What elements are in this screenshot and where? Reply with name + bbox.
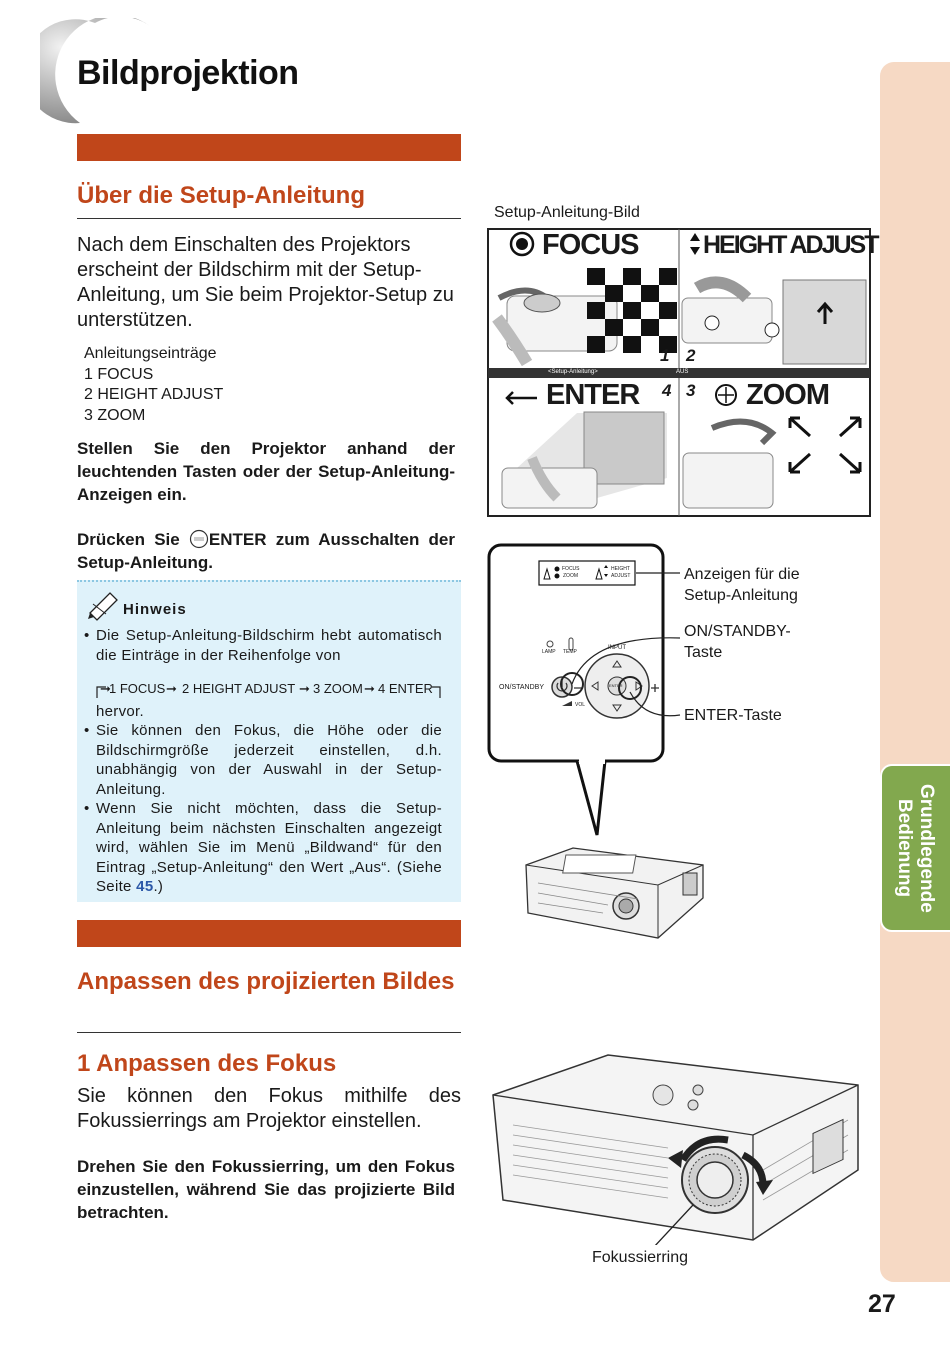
guide-entries-title: Anleitungseinträge [84,345,217,362]
hint-title: Hinweis [123,601,187,618]
focus-ring-caption: Fokussierring [592,1249,689,1266]
heading-rule [77,218,461,219]
guide-entry: 3 ZOOM [84,406,146,424]
callout-enter: ENTER-Taste [684,707,782,724]
quadrant-number: 1 [660,346,670,365]
focus-instruction: Drehen Sie den Fokussierring, um den Fokus einzustellen, während Sie das projizierte Bild betrachten. [77,1157,455,1222]
pencil-note-icon [86,592,122,622]
panel-label-height: HEIGHT [611,566,630,572]
setup-figure-caption: Setup-Anleitung-Bild [494,204,640,221]
section-heading-adjust: Anpassen des projizierten Bildes [77,968,455,995]
projector-focus-figure [488,1050,868,1245]
bullet: • [84,627,90,644]
page-number: 27 [868,1290,896,1318]
bullet: • [84,800,90,817]
panel-label-temp: TEMP [563,649,577,655]
panel-label-adjust: ADJUST [611,573,631,579]
quadrant-label-height: HEIGHT ADJUST [703,231,878,259]
chapter-tab-line2: Bedienung [894,798,915,898]
strip-label: <Setup-Anleitung> [548,369,598,375]
sequence-step: 4 ENTER [378,681,433,696]
chapter-tab-label [880,764,950,932]
bullet: • [84,722,90,739]
enter-instruction-suffix: ENTER zum Ausschalten der Setup-Anleitung. [77,530,455,572]
hint-item-end: hervor. [96,703,144,720]
callout-setup-indicators: Anzeigen für die Setup-Anleitung [684,566,800,604]
enter-button-icon [189,529,209,549]
heading-rule [77,1032,461,1033]
sequence-step: 3 ZOOM [313,681,363,696]
page-title: Bildprojektion [77,54,299,92]
setup-intro-text: Nach dem Einschalten des Projektors erscheint der Bildschirm mit der Setup-Anleitung, um Sie beim Projektor-Setup zu unterstützen. [77,234,454,331]
callout-lines [560,560,690,720]
hint-item3-text: Wenn Sie nicht möchten, dass die Setup-Anleitung beim nächsten Einschalten angezeigt wird, wählen Sie im Menü „Bildwand“ für den Eintrag „Setup-Anleitung“ den Wert „Aus“. (Siehe Seite [96,800,442,895]
setup-instruction: Stellen Sie den Projektor anhand der leuchtenden Tasten oder der Setup-Anleitung-Anzeigen ein. [77,439,455,504]
section-heading-setup: Über die Setup-Anleitung [77,182,365,209]
side-tab-background [880,62,950,1282]
section-bar [77,920,461,947]
page-reference-link[interactable]: 45 [136,878,154,895]
panel-label-enter: ENTER [609,683,623,688]
enter-instruction [77,528,455,574]
section-bar [77,134,461,161]
guide-entry: 2 HEIGHT ADJUST [84,386,224,403]
quadrant-number: 4 [662,381,672,400]
panel-label-zoom: ZOOM [563,573,578,579]
guide-entry: 1 FOCUS [84,365,154,383]
panel-label-focus: FOCUS [562,566,580,572]
strip-value: AUS [676,369,689,375]
hint-item [84,626,442,665]
quadrant-label-zoom: ZOOM [746,379,829,411]
guide-entries-list [84,344,223,426]
subheading-focus: 1 Anpassen des Fokus [77,1050,337,1077]
hint-item-text [96,799,442,897]
hint-item [84,721,442,799]
projector-small-figure [518,843,708,943]
quadrant-number: 3 [686,381,696,400]
panel-label-on-standby: ON/STANDBY [499,684,544,691]
panel-label-lamp: LAMP [542,649,556,655]
callout-on-standby: ON/STANDBY-Taste [684,623,791,661]
quadrant-label-focus: FOCUS [542,229,639,261]
chapter-tab-line1: Grundlegende [916,783,937,913]
enter-instruction-prefix: Drücken Sie [77,530,189,549]
panel-label-vol: VOL [575,702,586,708]
hint-item [84,799,442,897]
hint-item-continued [84,702,442,722]
quadrant-number: 2 [686,346,696,365]
sequence-step: 2 HEIGHT ADJUST [182,681,296,696]
hint-item3-end: .) [153,878,164,895]
hint-sequence: ➞ 1 FOCUS ➞ 2 HEIGHT ADJUST ➞ 3 ZOOM ➞ 4 ENTER [100,681,433,696]
sequence-step: 1 FOCUS [109,681,166,696]
panel-label-input: INPUT [608,645,626,651]
hint-item-text: Sie können den Fokus, die Höhe oder die Bildschirmgröße jederzeit einstellen, d.h. unabhängig von der Auswahl in der Setup-Anleitung. [96,722,442,798]
quadrant-label-enter: ENTER [546,379,640,411]
focus-text: Sie können den Fokus mithilfe des Fokussierrings am Projektor einstellen. [77,1085,461,1132]
hint-item-text: Die Setup-Anleitung-Bildschirm hebt automatisch die Einträge in der Reihenfolge von [96,627,442,664]
